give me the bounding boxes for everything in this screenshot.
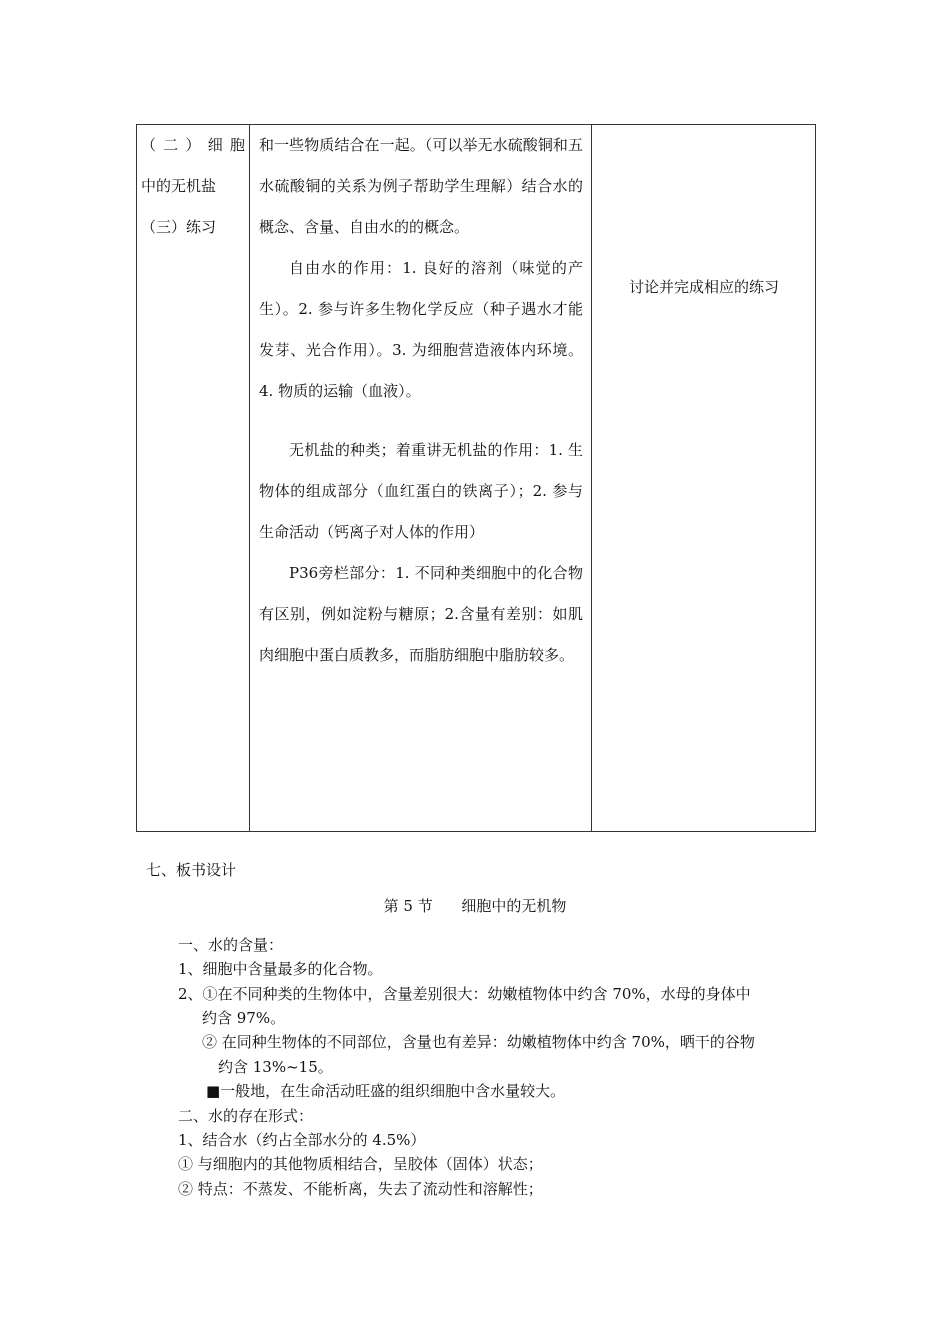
teaching-content-cell [250,125,591,676]
student-activity-cell: 讨论并完成相应的练习 [628,278,779,296]
board-line: 1、结合水（约占全部水分的 4.5%） [178,1131,426,1149]
content-paragraph: 无机盐的种类；着重讲无机盐的作用：1. 生物体的组成部分（血红蛋白的铁离子）；2. 参与生命活动（钙离子对人体的作用） [259,441,583,541]
column-divider [591,125,592,831]
content-paragraph: P36旁栏部分：1. 不同种类细胞中的化合物有区别，例如淀粉与糖原；2.含量有差别：如肌肉细胞中蛋白质教多，而脂肪细胞中脂肪较多。 [259,564,583,664]
board-line: 二、水的存在形式： [178,1107,314,1125]
section-cell [137,125,249,248]
section-label-line: （三）练习 [141,218,217,236]
board-line: ② 在同种生物体的不同部位，含量也有差异：幼嫩植物体中约含 70%，晒干的谷物 [202,1033,755,1051]
board-title: 第 5 节 细胞中的无机物 [383,897,567,915]
section-label-line: 中的无机盐 [141,177,217,195]
board-line: 2、①在不同种类的生物体中，含量差别很大：幼嫩植物体中约含 70%，水母的身体中 [178,985,751,1003]
lesson-table [136,124,816,832]
section-label-line: （二）细胞 [141,136,245,154]
board-line: 1、细胞中含量最多的化合物。 [178,960,383,978]
board-line: ■一般地，在生命活动旺盛的组织细胞中含水量较大。 [206,1082,566,1100]
board-line: 一、水的含量： [178,936,284,954]
board-line: 约含 13%~15。 [218,1058,333,1076]
board-line: ① 与细胞内的其他物质相结合，呈胶体（固体）状态； [178,1155,543,1173]
board-line: ② 特点：不蒸发、不能析离，失去了流动性和溶解性； [178,1180,543,1198]
content-paragraph: 自由水的作用：1. 良好的溶剂（味觉的产生）。2. 参与许多生物化学反应（种子遇水才能发芽、光合作用）。3. 为细胞营造液体内环境。4. 物质的运输（血液）。 [259,259,583,400]
content-paragraph: 和一些物质结合在一起。（可以举无水硫酸铜和五水硫酸铜的关系为例子帮助学生理解）结合水的概念、含量、自由水的的概念。 [259,136,583,236]
section-heading: 七、板书设计 [146,861,237,879]
board-line: 约含 97%。 [202,1009,286,1027]
